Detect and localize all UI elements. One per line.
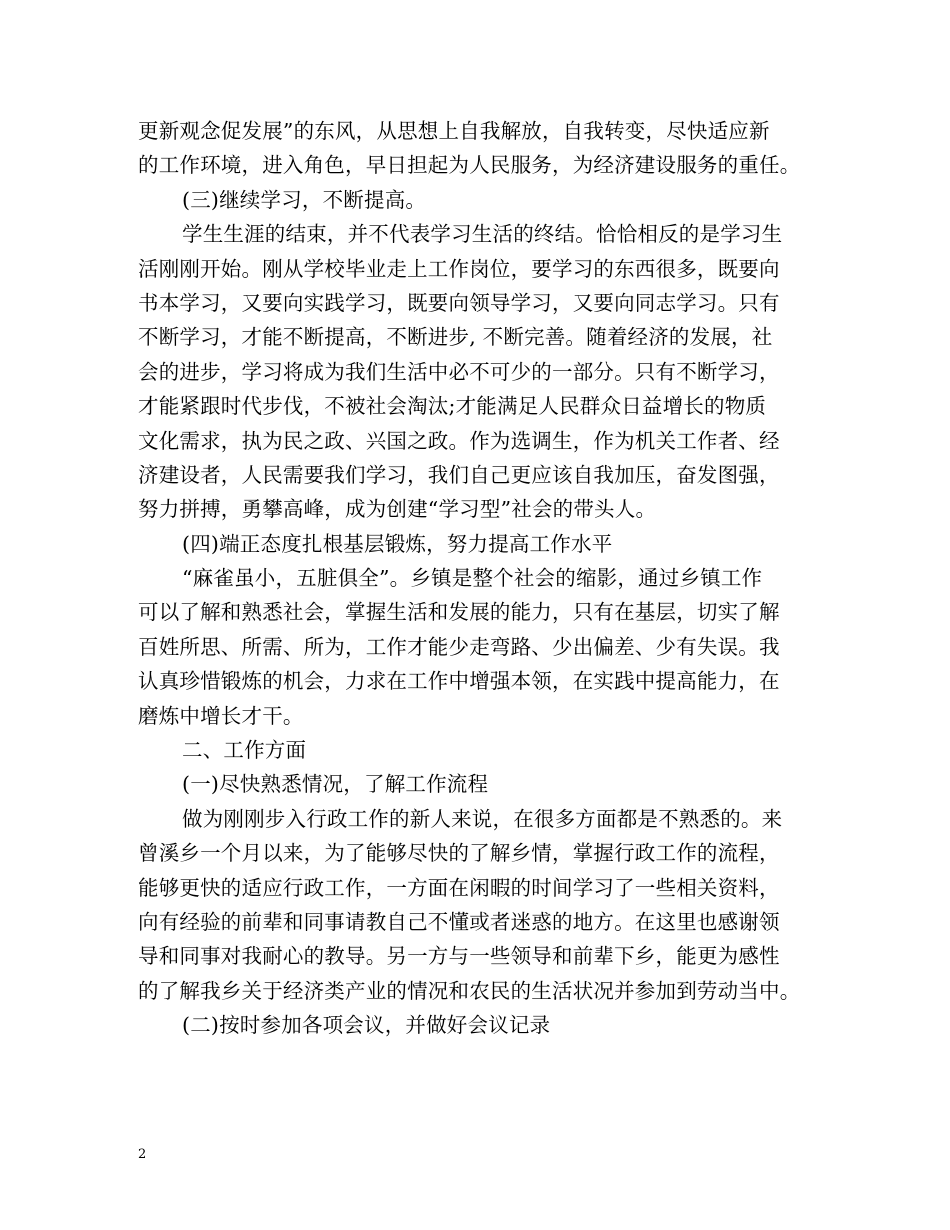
document-body [138,114,828,1043]
text-line: 二、工作方面 [182,738,307,763]
text-line: 活刚刚开始。刚从学校毕业走上工作岗位，要学习的东西很多，既要向 [138,256,780,281]
text-line: 才能紧跟时代步伐，不被社会淘汰;才能满足人民群众日益增长的物质 [138,394,767,419]
text-line: (二)按时参加各项会议，并做好会议记录 [182,1013,551,1038]
text-line: (三)继续学习，不断提高。 [182,187,427,212]
text-line: 曾溪乡一个月以来，为了能够尽快的了解乡情，掌握行政工作的流程， [138,841,780,866]
text-line: 济建设者，人民需要我们学习，我们自己更应该自我加压，奋发图强， [138,462,780,487]
text-line: 向有经验的前辈和同事请教自己不懂或者迷惑的地方。在这里也感谢领 [138,909,780,934]
text-line: 能够更快的适应行政工作，一方面在闲暇的时间学习了一些相关资料， [138,875,780,900]
text-line: 做为刚刚步入行政工作的新人来说，在很多方面都是不熟悉的。来 [182,806,783,831]
text-line: “麻雀虽小，五脏俱全”。乡镇是整个社会的缩影，通过乡镇工作 [182,566,763,591]
text-line: (四)端正态度扎根基层锻炼，努力提高工作水平 [182,531,613,556]
page-number: 2 [138,1147,147,1162]
text-line: 文化需求，执为民之政、兴国之政。作为选调生，作为机关工作者、经 [138,428,780,453]
text-line: 不断学习，才能不断提高，不断进步, 不断完善。随着经济的发展，社 [138,325,773,350]
text-line: 可以了解和熟悉社会，掌握生活和发展的能力，只有在基层，切实了解 [138,600,780,625]
text-line: 努力拼搏，勇攀高峰，成为创建“学习型”社会的带头人。 [138,497,657,522]
text-line: 百姓所思、所需、所为，工作才能少走弯路、少出偏差、少有失误。我 [138,634,780,659]
text-line: 认真珍惜锻炼的机会，力求在工作中增强本领，在实践中提高能力，在 [138,669,780,694]
text-line: 书本学习，又要向实践学习，既要向领导学习，又要向同志学习。只有 [138,290,780,315]
text-line: 学生生涯的结束，并不代表学习生活的终结。恰恰相反的是学习生 [182,222,783,247]
text-line: 的工作环境，进入角色，早日担起为人民服务，为经济建设服务的重任。 [138,153,801,178]
text-line: 导和同事对我耐心的教导。另一方与一些领导和前辈下乡，能更为感性 [138,944,780,969]
text-line: 磨炼中增长才干。 [138,703,304,728]
text-line: 会的进步，学习将成为我们生活中必不可少的一部分。只有不断学习， [138,359,780,384]
text-line: (一)尽快熟悉情况，了解工作流程 [182,772,489,797]
text-line: 的了解我乡关于经济类产业的情况和农民的生活状况并参加到劳动当中。 [138,978,801,1003]
text-line: 更新观念促发展”的东风，从思想上自我解放，自我转变，尽快适应新 [138,119,770,143]
